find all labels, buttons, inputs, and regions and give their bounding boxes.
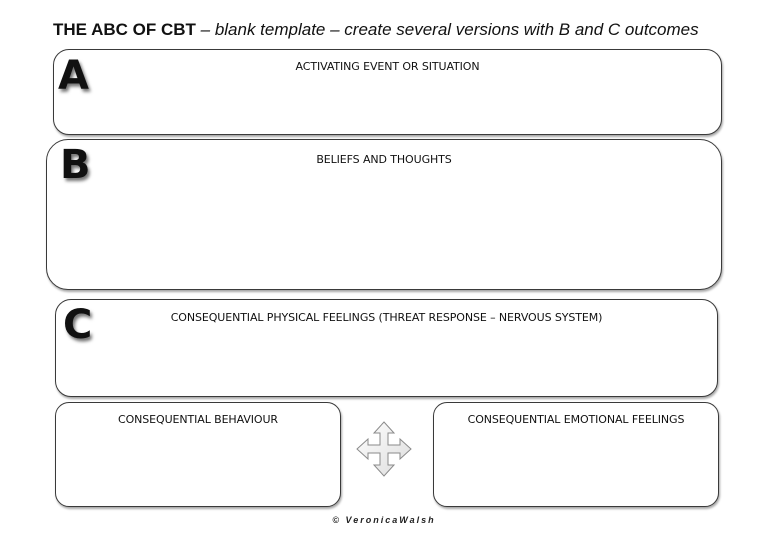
behaviour-box[interactable] <box>55 402 341 507</box>
page-title <box>53 20 699 40</box>
activating-event-label: ACTIVATING EVENT OR SITUATION <box>295 60 480 73</box>
emotional-feelings-label: CONSEQUENTIAL EMOTIONAL FEELINGS <box>467 413 685 426</box>
beliefs-thoughts-label: BELIEFS AND THOUGHTS <box>316 153 452 166</box>
title-bold: THE ABC OF CBT <box>53 20 196 39</box>
behaviour-label: CONSEQUENTIAL BEHAVIOUR <box>118 413 278 426</box>
beliefs-thoughts-box[interactable] <box>46 139 722 290</box>
emotional-feelings-box[interactable] <box>433 402 719 507</box>
physical-feelings-label: CONSEQUENTIAL PHYSICAL FEELINGS (THREAT RESPONSE – NERVOUS SYSTEM) <box>170 311 603 324</box>
copyright-footer: © VeronicaWalsh <box>332 515 436 525</box>
letter-b: B <box>60 142 91 188</box>
title-subtitle: – blank template – create several versions with B and C outcomes <box>195 20 699 39</box>
physical-feelings-box[interactable] <box>55 299 718 397</box>
four-way-arrows-icon <box>355 420 413 478</box>
activating-event-box[interactable] <box>53 49 722 135</box>
letter-c: C <box>63 302 93 348</box>
letter-a: A <box>58 53 89 99</box>
